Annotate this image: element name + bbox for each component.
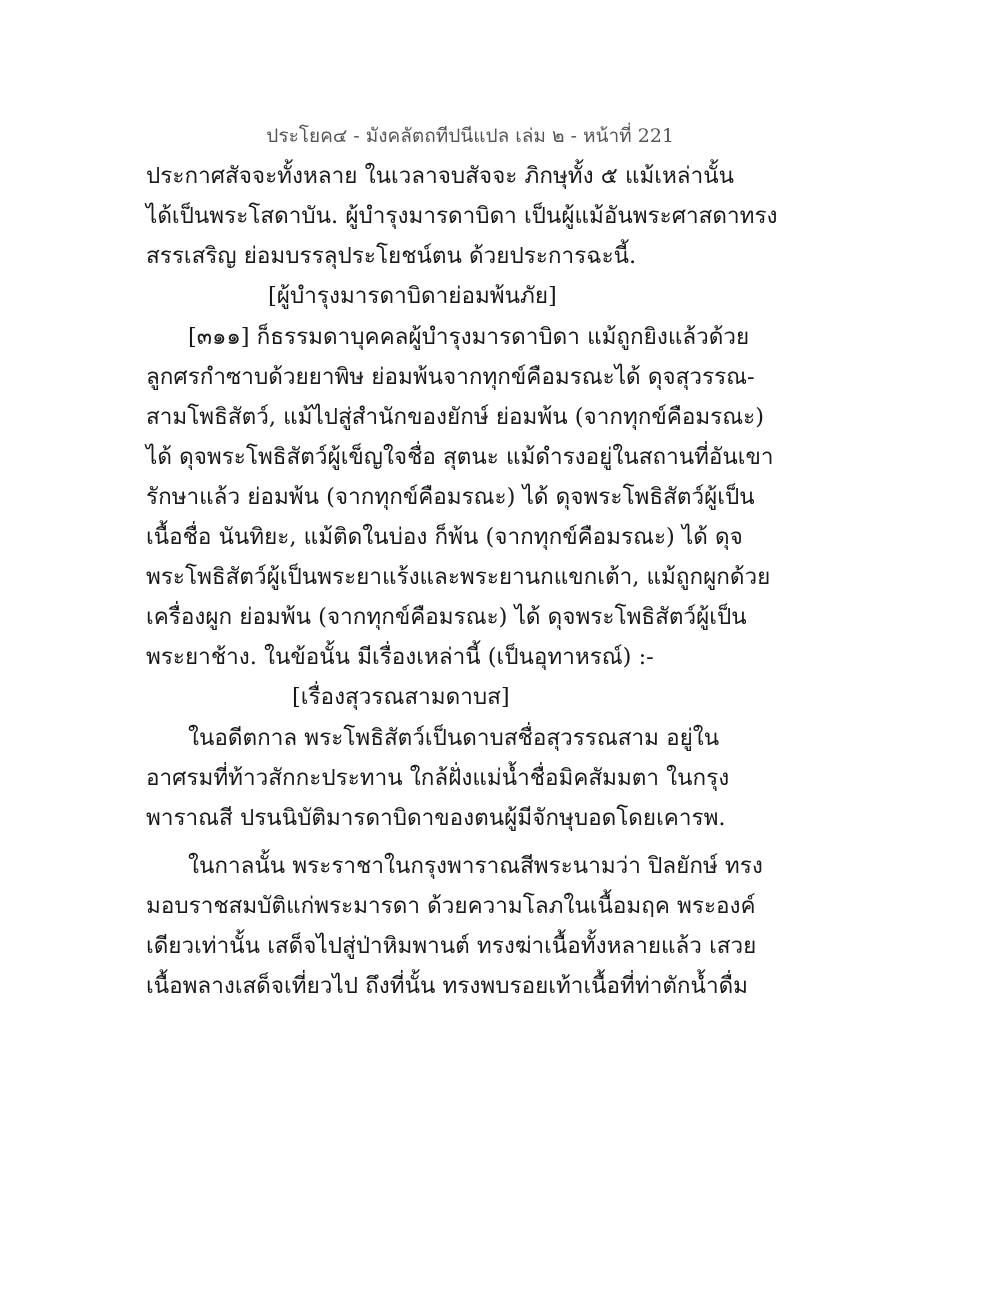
section-heading-suvannasama: [เรื่องสุวรณสามดาบส] bbox=[292, 684, 510, 710]
text-line: เนื้อพลางเสด็จเที่ยวไป ถึงที่นั้น ทรงพบรอยเท้าเนื้อที่ท่าตักน้ำดื่ม bbox=[146, 973, 749, 999]
text-line: ลูกศรกำซาบด้วยยาพิษ ย่อมพ้นจากทุกข์คือมรณะได้ ดุจสุวรรณ- bbox=[146, 364, 755, 390]
paragraph-4 bbox=[146, 846, 763, 1006]
text-line: ประกาศสัจจะทั้งหลาย ในเวลาจบสัจจะ ภิกษุทั้ง ๕ แม้เหล่านั้น bbox=[146, 163, 734, 189]
page-body bbox=[146, 156, 778, 1006]
paragraph-1 bbox=[146, 156, 778, 276]
text-line: ได้ ดุจพระโพธิสัตว์ผู้เข็ญใจชื่อ สุตนะ แม้ดำรงอยู่ในสถานที่อันเขา bbox=[146, 444, 774, 470]
text-line: เครื่องผูก ย่อมพ้น (จากทุกข์คือมรณะ) ได้ ดุจพระโพธิสัตว์ผู้เป็น bbox=[146, 604, 747, 630]
text-line: ในอดีตกาล พระโพธิสัตว์เป็นดาบสชื่อสุวรรณสาม อยู่ใน bbox=[188, 725, 720, 751]
text-line: มอบราชสมบัติแก่พระมารดา ด้วยความโลภในเนื้อมฤค พระองค์ bbox=[146, 893, 756, 919]
text-line: พระโพธิสัตว์ผู้เป็นพระยาแร้งและพระยานกแขกเต้า, แม้ถูกผูกด้วย bbox=[146, 564, 771, 590]
text-line: สามโพธิสัตว์, แม้ไปสู่สำนักของยักษ์ ย่อมพ้น (จากทุกข์คือมรณะ) bbox=[146, 404, 765, 430]
text-line: สรรเสริญ ย่อมบรรลุประโยชน์ตน ด้วยประการฉะนี้. bbox=[146, 243, 637, 269]
text-line: รักษาแล้ว ย่อมพ้น (จากทุกข์คือมรณะ) ได้ ดุจพระโพธิสัตว์ผู้เป็น bbox=[146, 484, 755, 510]
paragraph-gap bbox=[146, 838, 686, 846]
text-line: พาราณสี ปรนนิบัติมารดาบิดาของตนผู้มีจักษุบอดโดยเคารพ. bbox=[146, 805, 726, 831]
text-line: [๓๑๑] ก็ธรรมดาบุคคลผู้บำรุงมารดาบิดา แม้ถูกยิงแล้วด้วย bbox=[188, 324, 750, 350]
text-line: พระยาช้าง. ในข้อนั้น มีเรื่องเหล่านี้ (เป็นอุทาหรณ์) :- bbox=[146, 644, 654, 670]
paragraph-3 bbox=[146, 718, 730, 838]
text-line: เดียวเท่านั้น เสด็จไปสู่ป่าหิมพานต์ ทรงฆ่าเนื้อทั้งหลายแล้ว เสวย bbox=[146, 933, 757, 959]
text-line: เนื้อชื่อ นันทิยะ, แม้ติดในบ่อง ก็พ้น (จากทุกข์คือมรณะ) ได้ ดุจ bbox=[146, 524, 743, 550]
running-header: ประโยค๔ - มังคลัตถทีปนีแปล เล่ม ๒ - หน้าที่ 221 bbox=[266, 125, 674, 147]
text-line: ได้เป็นพระโสดาบัน. ผู้บำรุงมารดาบิดา เป็นผู้แม้อันพระศาสดาทรง bbox=[146, 203, 778, 229]
text-line: อาศรมที่ท้าวสักกะประทาน ใกล้ฝั่งแม่น้ำชื่อมิคสัมมตา ในกรุง bbox=[146, 765, 730, 791]
section-heading-parent-carer: [ผู้บำรุงมารดาบิดาย่อมพ้นภัย] bbox=[268, 283, 557, 309]
paragraph-2 bbox=[146, 317, 774, 677]
text-line: ในกาลนั้น พระราชาในกรุงพาราณสีพระนามว่า ปิลยักษ์ ทรง bbox=[188, 853, 763, 879]
